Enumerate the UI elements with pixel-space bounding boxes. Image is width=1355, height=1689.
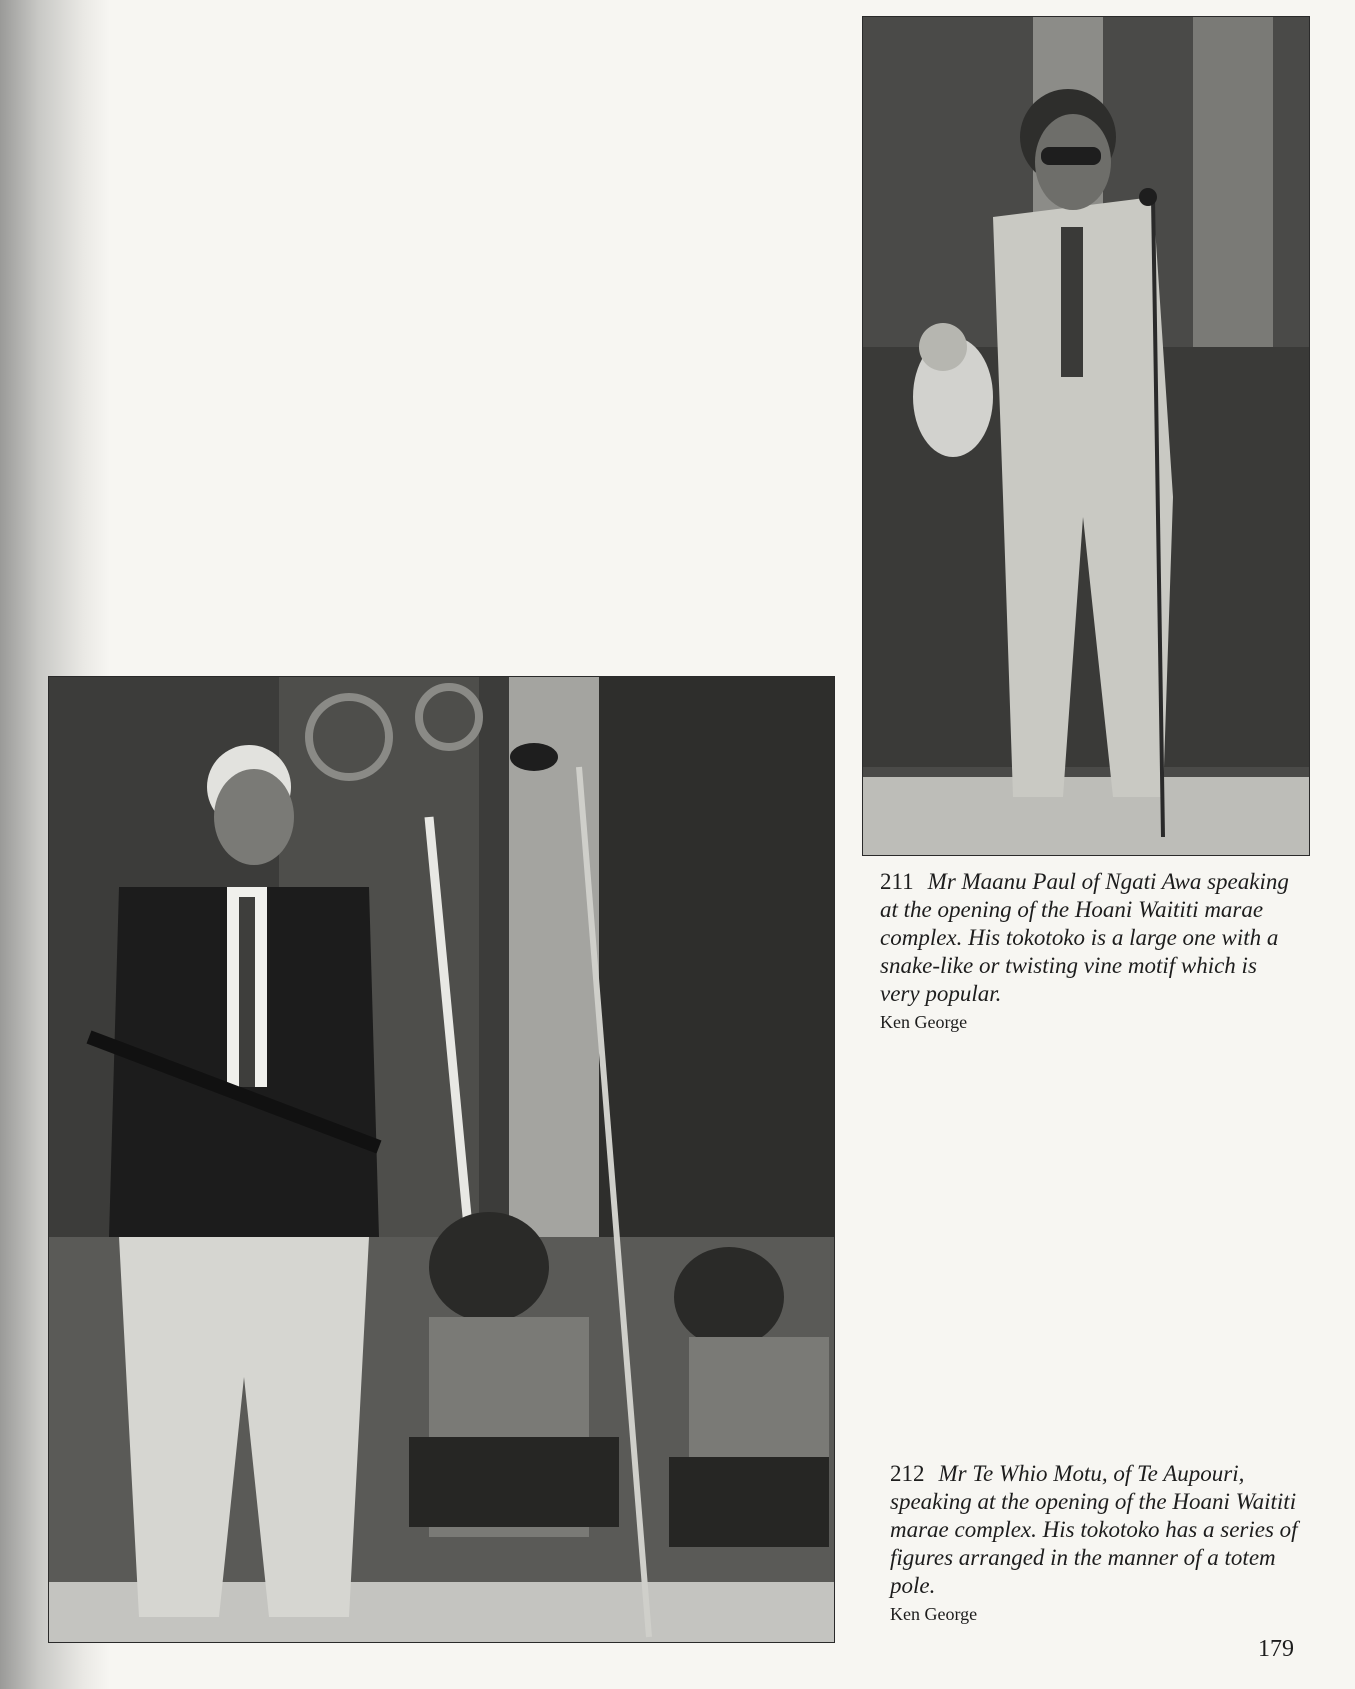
caption-211-text: Mr Maanu Paul of Ngati Awa speaking at the opening of the Hoani Waititi marae complex. His tokotoko is a large one with a snake-like or twisting vine motif which is very popular. — [880, 869, 1289, 1006]
caption-212-credit: Ken George — [890, 1604, 978, 1624]
caption-212 — [890, 1460, 1310, 1626]
photo-212-te-whio-motu — [48, 676, 835, 1643]
caption-211 — [880, 868, 1300, 1034]
caption-211-credit: Ken George — [880, 1012, 968, 1032]
caption-211-number: 211 — [880, 869, 914, 894]
page-number: 179 — [1258, 1636, 1294, 1662]
caption-212-text: Mr Te Whio Motu, of Te Aupouri, speaking at the opening of the Hoani Waititi marae complex. His tokotoko has a series of figures arranged in the manner of a totem pole. — [890, 1461, 1298, 1598]
caption-212-number: 212 — [890, 1461, 925, 1486]
photo-211-maanu-paul — [862, 16, 1310, 856]
